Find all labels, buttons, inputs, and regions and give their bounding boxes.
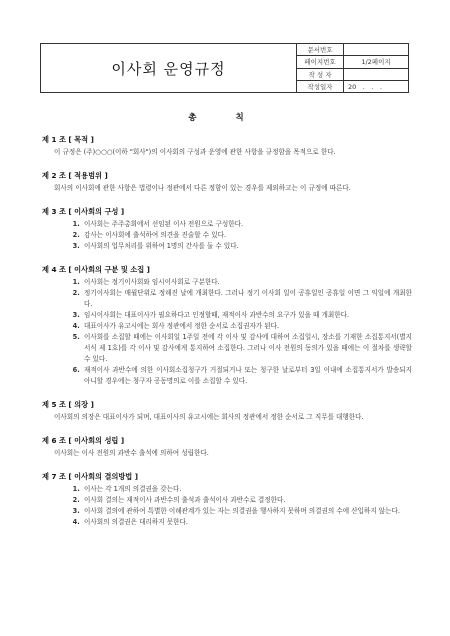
meta-label: 페이지번호	[297, 56, 344, 67]
list-item: 3. 이사회의 업무처리를 위하여 1명의 간사를 둘 수 있다.	[82, 241, 412, 252]
article-item-list	[42, 219, 412, 252]
meta-value	[344, 69, 408, 80]
meta-row-page-number	[297, 56, 408, 68]
article-5	[42, 400, 412, 423]
list-item: 4. 이사회의 의결권은 대리하지 못한다.	[82, 517, 412, 528]
list-item: 2. 이사회 결의는 재적이사 과반수의 출석과 출석이사 과반수로 결정한다.	[82, 495, 412, 506]
document-meta-table	[297, 44, 408, 92]
article-paragraph: 이사회는 이사 전원의 과반수 출석에 의하여 성립한다.	[54, 449, 209, 457]
list-item: 1. 이사는 각 1개의 의결권을 갖는다.	[82, 484, 412, 495]
meta-value: 20 . . .	[348, 82, 382, 91]
article-paragraph: 이 규정은 (주)○○○(이하 "회사")의 이사회의 구성과 운영에 관한 사항을 규정함을 목적으로 한다.	[54, 148, 336, 156]
article-heading: 제 7 조 [ 이사회의 결의방법 ]	[42, 472, 139, 481]
article-1	[42, 135, 412, 158]
article-2	[42, 171, 412, 194]
list-item: 4. 대표이사가 유고시에는 회사 정관에서 정한 순서로 소집권자가 된다.	[82, 321, 412, 332]
list-item: 1. 이사회는 주주총회에서 선임된 이사 전원으로 구성한다.	[82, 219, 412, 230]
article-4	[42, 265, 412, 387]
article-heading: 제 6 조 [ 이사회의 성립 ]	[42, 436, 125, 445]
list-item: 3. 임시이사회는 대표이사가 필요하다고 인정할때, 재적이사 과반수의 요구가 있을 때 개최한다.	[82, 310, 412, 321]
article-3	[42, 207, 412, 252]
article-heading: 제 5 조 [ 의장 ]	[42, 400, 94, 409]
list-item: 6. 재적이사 과반수에 의한 이사회소집청구가 거절되거나 또는 청구한 날로부터 3일 이내에 소집통지서가 발송되지 아니할 경우에는 청구자 공동명의로 이를 소집할 수 있다.	[82, 365, 412, 387]
list-item: 3. 이사회 결의에 관하여 특별한 이해관계가 있는 자는 의결권을 행사하지 못하며 의결권의 수에 산입하지 않는다.	[82, 506, 412, 517]
meta-value	[344, 44, 408, 55]
article-paragraph: 회사의 이사회에 관한 사항은 법령이나 정관에서 다른 정함이 있는 경우를 제외하고는 이 규정에 따른다.	[54, 184, 351, 192]
meta-label: 문서번호	[297, 44, 344, 55]
article-6	[42, 436, 412, 459]
article-item-list	[42, 484, 412, 528]
article-heading: 제 3 조 [ 이사회의 구성 ]	[42, 207, 125, 216]
article-heading: 제 1 조 [ 목적 ]	[42, 135, 94, 144]
document-body	[42, 135, 412, 541]
list-item: 1. 이사회는 정기이사회와 임시이사회로 구분한다.	[82, 277, 412, 288]
meta-row-doc-number	[297, 44, 408, 56]
list-item: 2. 감사는 이사회에 출석하여 의견을 진술할 수 있다.	[82, 230, 412, 241]
article-heading: 제 4 조 [ 이사회의 구분 및 소집 ]	[42, 265, 150, 274]
article-item-list	[42, 277, 412, 387]
list-item: 5. 이사회를 소집할 때에는 이사회일 1주일 전에 각 이사 및 감사에 대하여 소집일시, 장소를 기재한 소집통지서(별지 서식 제 1호)를 각 이사 및 감사에게 통지하여 소집한다. 그러나 이사 전원의 동의가 있을 때에는 이 절차를 생략할 수 있다.	[82, 332, 412, 365]
article-heading: 제 2 조 [ 적용범위 ]	[42, 171, 108, 180]
list-item: 2. 정기이사회는 매월단위로 정해진 날에 개최한다. 그러나 정기 이사회 일이 공휴일인 공휴일 이면 그 익일에 개최한다.	[82, 288, 412, 310]
document-header-table	[40, 43, 409, 93]
chapter-heading: 총 칙	[188, 113, 262, 123]
article-paragraph: 이사회의 의장은 대표이사가 되며, 대표이사의 유고시에는 회사의 정관에서 정한 순서로 그 직무를 대행한다.	[54, 413, 364, 421]
meta-row-author	[297, 69, 408, 81]
meta-label: 작 성 자	[297, 69, 344, 80]
article-7	[42, 472, 412, 528]
document-title: 이사회 운영규정	[41, 44, 297, 92]
meta-value: 1/2페이지	[361, 58, 391, 67]
meta-row-date	[297, 81, 408, 92]
meta-label: 작성일자	[297, 81, 344, 92]
